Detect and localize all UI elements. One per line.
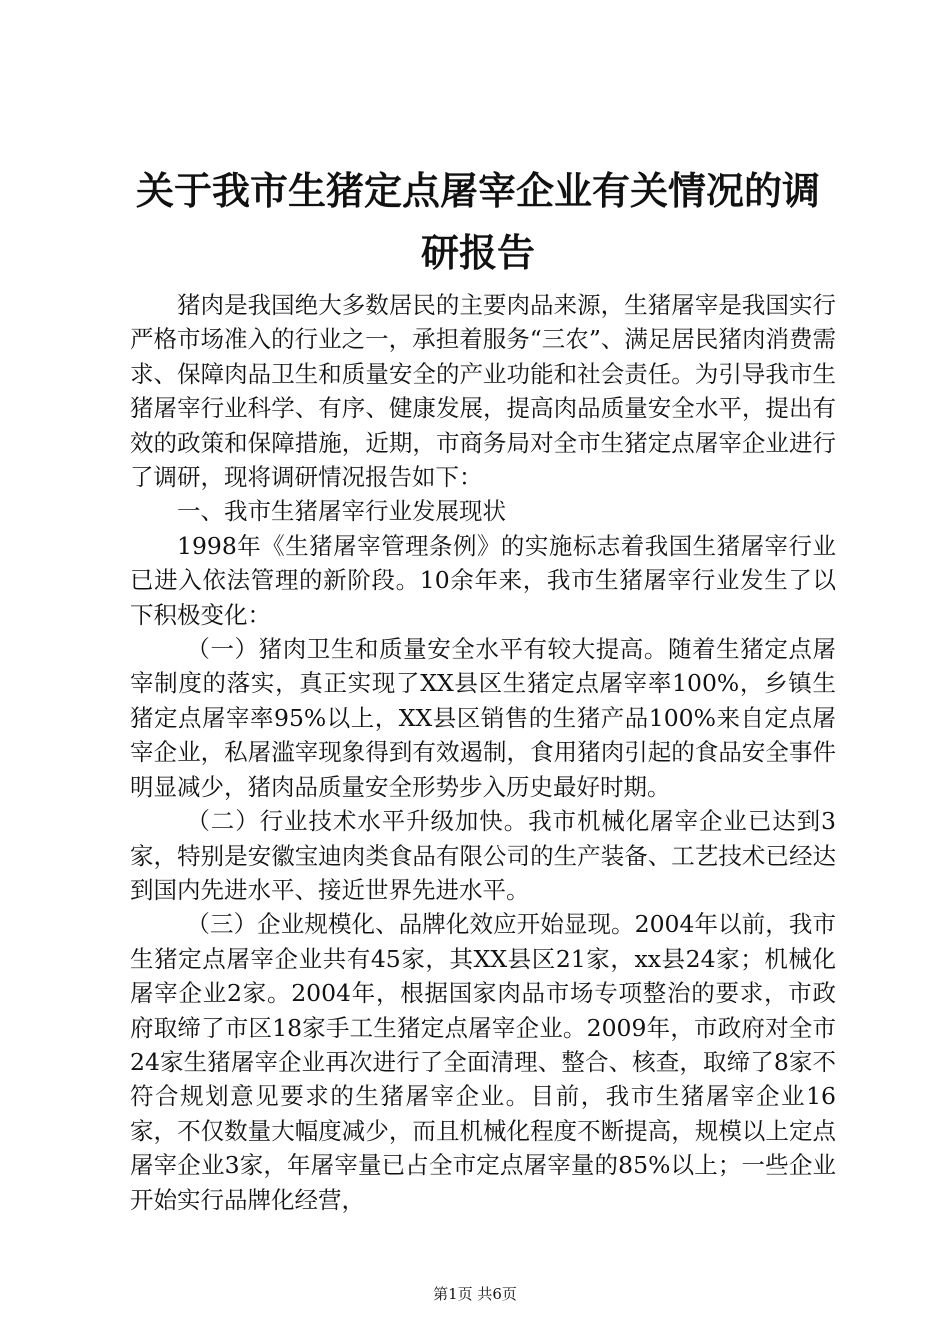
subsection-paragraph-2: （二）行业技术水平升级加快。我市机械化屠宰企业已达到3家，特别是安徽宝迪肉类食品有限公司的生产装备、工艺技术已经达到国内先进水平、接近世界先进水平。 (130, 807, 836, 904)
document-title: 关于我市生猪定点屠宰企业有关情况的调研报告 (135, 168, 820, 275)
page-number-footer: 第1页 共6页 (433, 1285, 517, 1303)
intro-paragraph: 猪肉是我国绝大多数居民的主要肉品来源，生猪屠宰是我国实行严格市场准入的行业之一，承担着服务“三农”、满足居民猪肉消费需求、保障肉品卫生和质量安全的产业功能和社会责任。为引导我市生猪屠宰行业科学、有序、健康发展，提高肉品质量安全水平，提出有效的政策和保障措施，近期，市商务局对全市生猪定点屠宰企业进行了调研，现将调研情况报告如下： (130, 291, 836, 492)
subsection-paragraph-1: （一）猪肉卫生和质量安全水平有较大提高。随着生猪定点屠宰制度的落实，真正实现了XX县区生猪定点屠宰率100%，乡镇生猪定点屠宰率95%以上，XX县区销售的生猪产品100%来自定点屠宰企业，私屠滥宰现象得到有效遏制，食用猪肉引起的食品安全事件明显减少，猪肉品质量安全形势步入历史最好时期。 (130, 635, 836, 801)
document-body (130, 288, 836, 1217)
body-paragraph: 1998年《生猪屠宰管理条例》的实施标志着我国生猪屠宰行业已进入依法管理的新阶段。10余年来，我市生猪屠宰行业发生了以下积极变化： (130, 531, 836, 629)
section-heading: 一、我市生猪屠宰行业发展现状 (177, 497, 506, 526)
subsection-paragraph-3: （三）企业规模化、品牌化效应开始显现。2004年以前，我市生猪定点屠宰企业共有45家，其XX县区21家，xx县24家；机械化屠宰企业2家。2004年，根据国家肉品市场专项整治的要求，市政府取缔了市区18家手工生猪定点屠宰企业。2009年，市政府对全市24家生猪屠宰企业再次进行了全面清理、整合、核查，取缔了8家不符合规划意见要求的生猪屠宰企业。目前，我市生猪屠宰企业16家，不仅数量大幅度减少，而且机械化程度不断提高，规模以上定点屠宰企业3家，年屠宰量已占全市定点屠宰量的85%以上；一些企业开始实行品牌化经营， (130, 910, 836, 1214)
